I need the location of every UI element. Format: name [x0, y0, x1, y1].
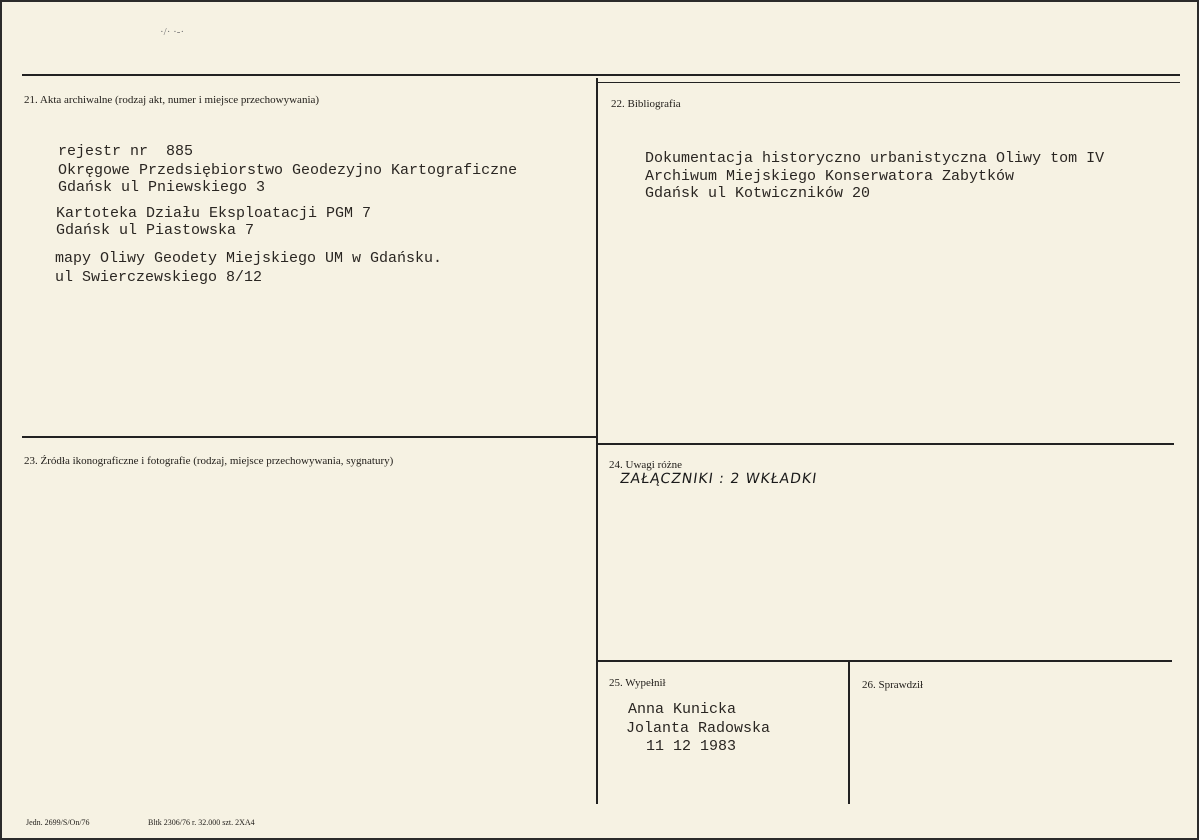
field-21-line-6: mapy Oliwy Geodety Miejskiego UM w Gdańsku. — [55, 250, 443, 267]
field-25-line-3: 11 12 1983 — [646, 738, 737, 755]
field-22-line-1: Dokumentacja historyczno urbanistyczna Oliwy tom IV — [645, 150, 1105, 167]
footer-right: Bltk 2306/76 r. 32.000 szt. 2XA4 — [148, 818, 255, 827]
field-22-line-3: Gdańsk ul Kotwiczników 20 — [645, 185, 871, 202]
field-23-label: 23. Źródła ikonograficzne i fotografie (rodzaj, miejsce przechowywania, sygnatury) — [24, 455, 394, 467]
lower-right-rule — [598, 660, 1172, 662]
center-divider — [596, 78, 598, 804]
field-25-label: 25. Wypełnił — [609, 677, 666, 689]
top-rule-right — [598, 82, 1180, 83]
field-24-handwritten-note: ZAŁĄCZNIKI : 2 WKŁADKI — [618, 471, 819, 487]
field-25-line-2: Jolanta Radowska — [626, 720, 771, 737]
field-25-line-1: Anna Kunicka — [628, 701, 737, 718]
field-24-label: 24. Uwagi różne — [609, 459, 683, 471]
middle-rule-left — [22, 436, 596, 438]
middle-rule-right — [598, 443, 1174, 445]
sub-divider — [848, 662, 850, 804]
field-22-line-2: Archiwum Miejskiego Konserwatora Zabytków — [645, 168, 1015, 185]
field-21-line-3: Gdańsk ul Pniewskiego 3 — [58, 179, 266, 196]
field-21-line-4: Kartoteka Działu Eksploatacji PGM 7 — [56, 205, 372, 222]
field-21-line-7: ul Swierczewskiego 8/12 — [55, 269, 263, 286]
field-22-label: 22. Bibliografia — [611, 98, 681, 110]
field-21-line-1: rejestr nr 885 — [58, 143, 194, 160]
field-26-label: 26. Sprawdził — [862, 679, 924, 691]
field-21-line-5: Gdańsk ul Piastowska 7 — [56, 222, 255, 239]
field-21-label: 21. Akta archiwalne (rodzaj akt, numer i miejsce przechowywania) — [24, 94, 320, 106]
footer-left: Jedn. 2699/S/On/76 — [26, 818, 90, 827]
top-marks: ·/· ·-· — [160, 26, 185, 38]
top-rule — [22, 74, 1180, 76]
field-21-line-2: Okręgowe Przedsiębiorstwo Geodezyjno Kartograficzne — [58, 162, 518, 179]
